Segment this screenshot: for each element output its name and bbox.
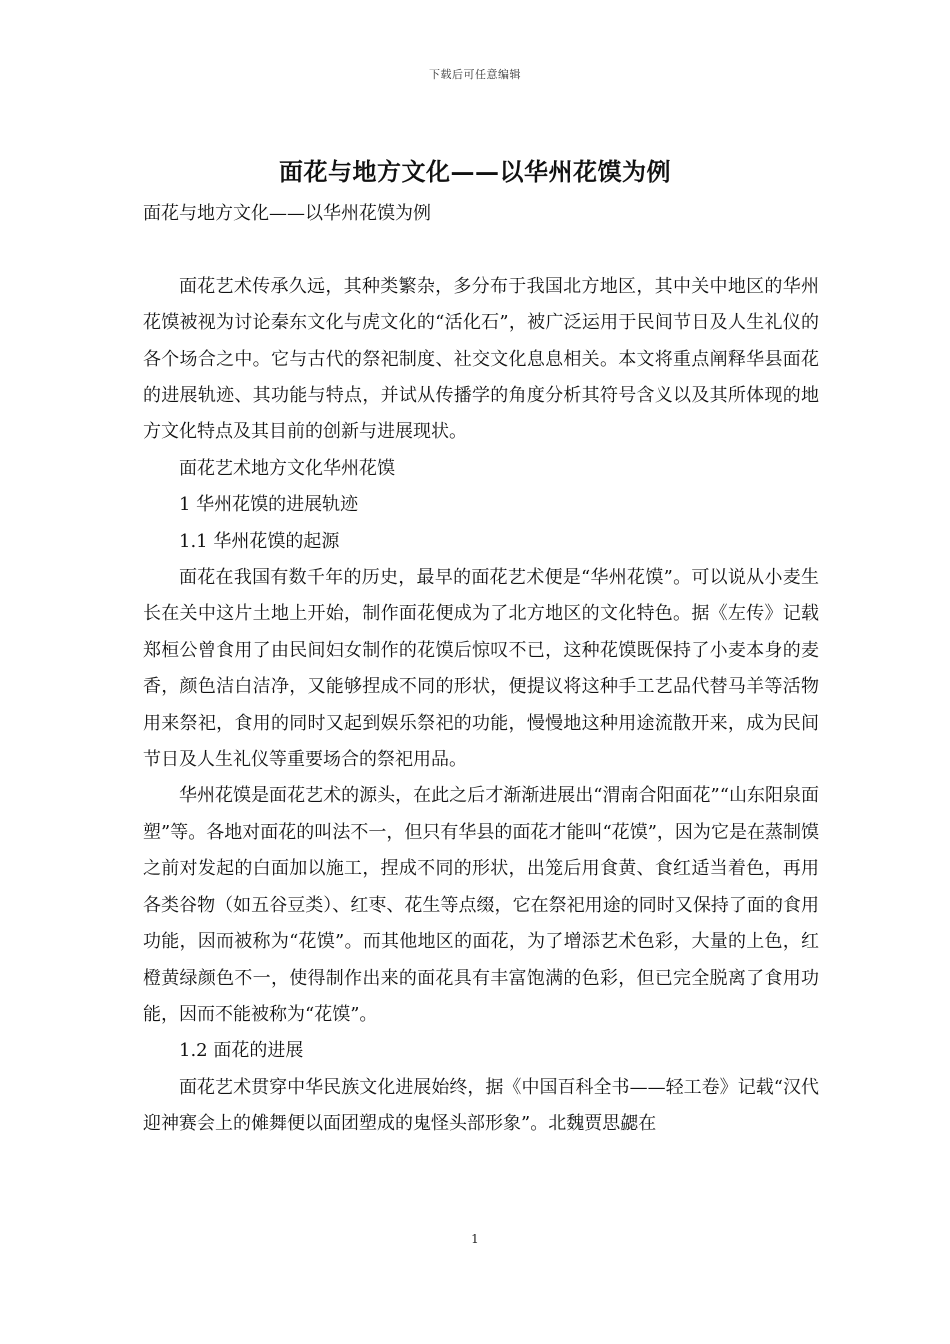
body-paragraph-2: 华州花馍是面花艺术的源头，在此之后才渐渐进展出“渭南合阳面花”“山东阳泉面塑”等。各地对面花的叫法不一，但只有华县的面花才能叫“花馍”，因为它是在蒸制馍之前对发起的白面加以施工，捏成不同的形状，出笼后用食黄、食红适当着色，再用各类谷物（如五谷豆类）、红枣、花生等点缀，它在祭祀用途的同时又保持了面的食用功能，因而被称为“花馍”。而其他地区的面花，为了增添艺术色彩，大量的上色，红橙黄绿颜色不一，使得制作出来的面花具有丰富饱满的色彩，但已完全脱离了食用功能，因而不能被称为“花馍”。 [143,785,819,1025]
body-paragraph-3: 面花艺术贯穿中华民族文化进展始终，据《中国百科全书——轻工卷》记载“汉代迎神赛会上的傩舞便以面团塑成的鬼怪头部形象”。北魏贾思勰在 [143,1076,819,1135]
abstract-paragraph: 面花艺术传承久远，其种类繁杂，多分布于我国北方地区，其中关中地区的华州花馍被视为讨论秦东文化与虎文化的“活化石”，被广泛运用于民间节日及人生礼仪的各个场合之中。它与古代的祭祀制度、社交文化息息相关。本文将重点阐释华县面花的进展轨迹、其功能与特点，并试从传播学的角度分析其符号含义以及其所体现的地方文化特点及其目前的创新与进展现状。 [143,275,819,443]
document-subtitle: 面花与地方文化——以华州花馍为例 [143,203,431,224]
document-title: 面花与地方文化——以华州花馍为例 [279,157,671,186]
header-note: 下载后可任意编辑 [429,68,521,81]
document-body [143,196,819,1143]
keywords-line: 面花艺术地方文化华州花馍 [179,457,395,479]
section-heading-1-1: 1.1 华州花馍的起源 [179,530,340,552]
page-number: 1 [471,1232,479,1246]
body-paragraph-1: 面花在我国有数千年的历史，最早的面花艺术便是“华州花馍”。可以说从小麦生长在关中这片土地上开始，制作面花便成为了北方地区的文化特色。据《左传》记载郑桓公曾食用了由民间妇女制作的花馍后惊叹不已，这种花馍既保持了小麦本身的麦香，颜色洁白洁净，又能够捏成不同的形状，便提议将这种手工艺品代替马羊等活物用来祭祀，食用的同时又起到娱乐祭祀的功能，慢慢地这种用途流散开来，成为民间节日及人生礼仪等重要场合的祭祀用品。 [143,567,819,771]
section-heading-1-2: 1.2 面花的进展 [179,1040,304,1062]
section-heading-1: 1 华州花馍的进展轨迹 [179,494,359,516]
